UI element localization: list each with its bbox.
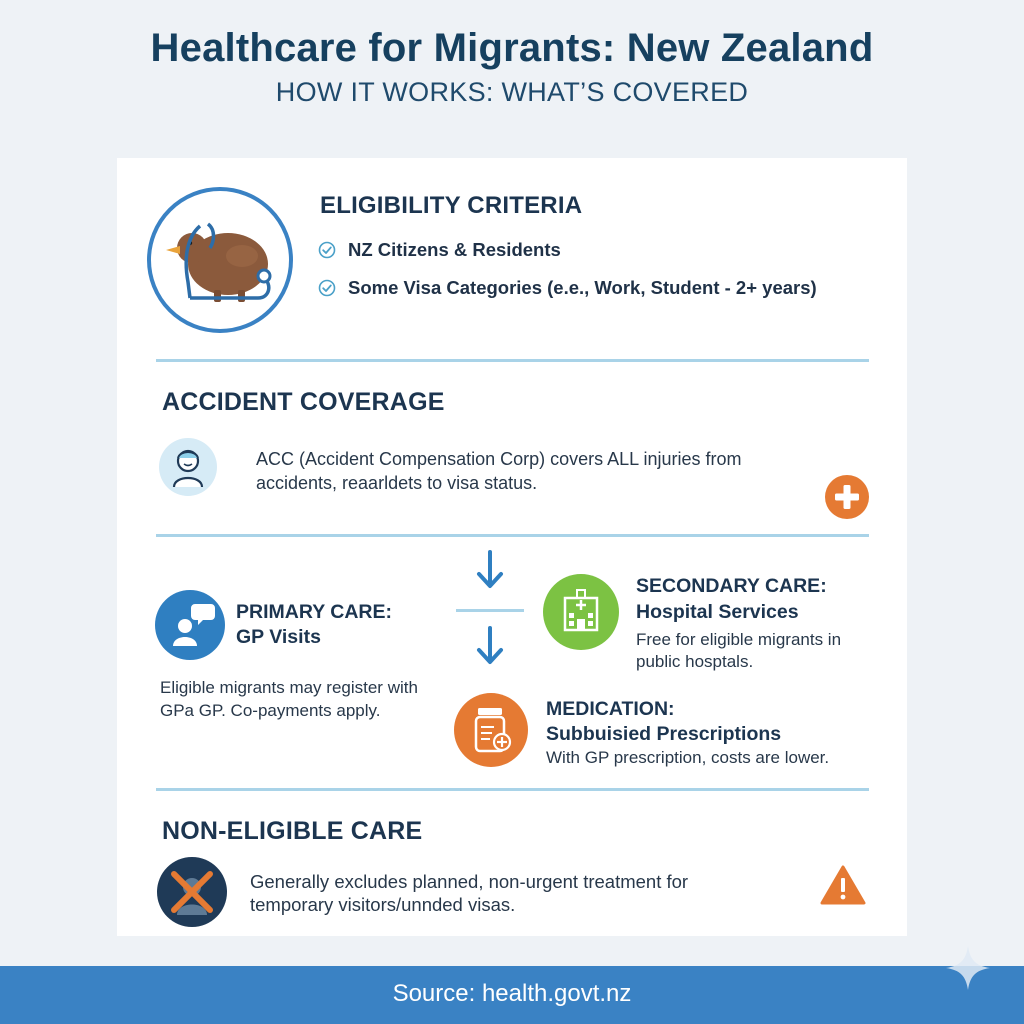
flow-divider xyxy=(456,609,524,612)
non-eligible-heading: NON-ELIGIBLE CARE xyxy=(162,817,423,845)
secondary-care-text-line2: public hosptals. xyxy=(636,652,754,671)
primary-care-text-line1: Eligible migrants may register with xyxy=(160,678,418,697)
gp-chat-icon xyxy=(155,590,225,660)
secondary-care-title: SECONDARY CARE: xyxy=(636,575,827,597)
plus-icon xyxy=(825,475,869,519)
page-title: Healthcare for Migrants: New Zealand xyxy=(150,26,874,70)
excluded-person-icon xyxy=(157,857,227,927)
primary-care-title: PRIMARY CARE: xyxy=(236,601,393,623)
non-eligible-text-line2: temporary visitors/unnded visas. xyxy=(250,894,516,915)
medication-subtitle: Subbuisied Prescriptions xyxy=(546,723,782,745)
arrow-down-icon xyxy=(474,548,506,592)
warning-icon xyxy=(820,864,866,906)
accident-text-line1: ACC (Accident Compensation Corp) covers ALL injuries from xyxy=(256,449,742,469)
primary-care-subtitle: GP Visits xyxy=(236,626,321,648)
accident-text-line2: accidents, reaarldets to visa status. xyxy=(256,473,538,493)
secondary-care-subtitle: Hospital Services xyxy=(636,601,799,623)
hospital-icon xyxy=(543,574,619,650)
medication-text: With GP prescription, costs are lower. xyxy=(546,748,830,767)
pill-bottle-icon xyxy=(454,693,528,767)
section-divider xyxy=(156,359,869,362)
check-circle-icon xyxy=(318,241,336,259)
sparkle-icon xyxy=(944,944,992,992)
injured-person-icon xyxy=(158,437,218,497)
kiwi-stethoscope-icon xyxy=(146,186,294,334)
eligibility-item xyxy=(318,277,817,299)
accident-heading: ACCIDENT COVERAGE xyxy=(162,388,445,416)
check-circle-icon xyxy=(318,279,336,297)
eligibility-heading: ELIGIBILITY CRITERIA xyxy=(320,192,583,219)
source-credit: Source: health.govt.nz xyxy=(392,980,632,1007)
eligibility-item xyxy=(318,239,561,261)
eligibility-item-label: Some Visa Categories (e.e., Work, Student - 2+ years) xyxy=(348,277,817,298)
eligibility-item-label: NZ Citizens & Residents xyxy=(348,239,561,260)
section-divider xyxy=(156,788,869,791)
arrow-down-icon xyxy=(474,624,506,668)
page-subtitle: HOW IT WORKS: WHAT’S COVERED xyxy=(275,77,749,107)
non-eligible-text-line1: Generally excludes planned, non-urgent treatment for xyxy=(250,871,689,892)
secondary-care-text-line1: Free for eligible migrants in xyxy=(636,630,842,649)
primary-care-text-line2: GPa GP. Co-payments apply. xyxy=(160,701,381,720)
medication-title: MEDICATION: xyxy=(546,698,675,720)
section-divider xyxy=(156,534,869,537)
